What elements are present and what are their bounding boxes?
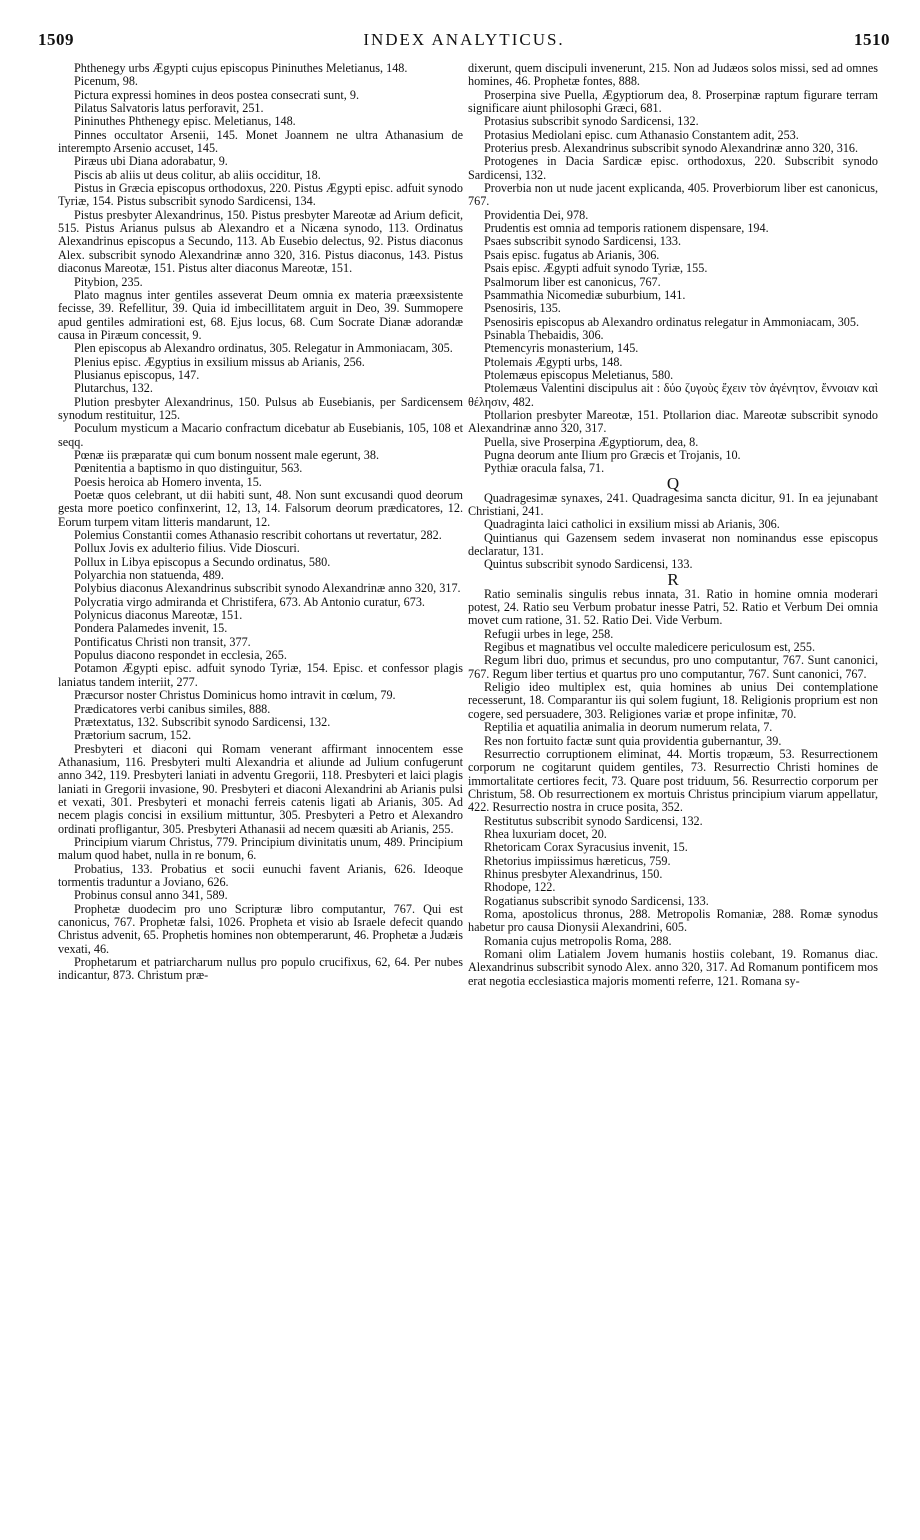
index-entry: Pœnitentia a baptismo in quo distinguitur, 563.	[74, 461, 303, 476]
index-entry: Piscis ab aliis ut deus colitur, ab aliis occiditur, 18.	[74, 167, 321, 182]
index-entry: Protasius subscribit synodo Sardicensi, 132.	[484, 114, 699, 129]
index-entry: Providentia Dei, 978.	[484, 207, 589, 222]
index-entry: Rhea luxuriam docet, 20.	[484, 826, 607, 841]
index-entry: Rhodope, 122.	[484, 880, 556, 895]
index-entry: Quadragesimæ synaxes, 241. Quadragesima sancta dicitur, 91. In ea jejunabant Christiani, 241.	[468, 490, 878, 518]
index-entry: Polycratia virgo admiranda et Christifera, 673. Ab Antonio curatur, 673.	[74, 594, 425, 609]
page-number-right: 1510	[854, 30, 890, 49]
index-entry: Pistus presbyter Alexandrinus, 150. Pistus presbyter Mareotæ ad Arium deficit, 515. Pistus Arianus pulsus ab Alexandro et a Nicæna synodo, 113. Ordinatus Alexandrinus episcopus a Secundo, 113. Ab Eusebio delectus, 92. Pistus diaconus Alex. subscribit synodo Alexandrinæ anno 320, 316. Pistus diaconus, 143. Pistus diaconus Mareotæ, 151. Pistus alter diaconus Mareotæ, 151.	[58, 207, 463, 276]
index-entry: Plutarchus, 132.	[74, 381, 153, 396]
index-entry: Prudentis est omnia ad temporis rationem dispensare, 194.	[484, 221, 769, 236]
index-entry: Psammathia Nicomediæ suburbium, 141.	[484, 287, 686, 302]
index-entry: Plato magnus inter gentiles asseverat Deum omnia ex materia præexsistente fecisse, 39. Refellitur, 39. Quia id imbecillitatem arguit in Deo, 39. Summopere apud gentiles admirationi est, 68. Ejus locus, 68. Cum Socrate Dianæ adorandæ causa in Piræum concessit, 9.	[58, 287, 463, 342]
index-entry: Plusianus episcopus, 147.	[74, 367, 200, 382]
index-entry: Pœnæ iis præparatæ qui cum bonum nossent male egerunt, 38.	[74, 447, 379, 462]
index-entry: Psinabla Thebaidis, 306.	[484, 327, 604, 342]
index-entry: Ptolemæus Valentini discipulus ait : δύο ζυγοὺς ἔχειν τὸν ἀγένητον, ἔννοιαν καὶ θέλησιν, 482.	[468, 381, 878, 409]
index-entry: Poetæ quos celebrant, ut dii habiti sunt, 48. Non sunt excusandi quod deorum gesta more poetico confinxerint, 12, 13, 14. Falsorum deorum prædicatores, 12. Eorum turpem vitam litteris mandarunt, 12.	[58, 488, 463, 529]
index-entry: Rhetorius impiissimus hæreticus, 759.	[484, 853, 671, 868]
index-entry: Quintus subscribit synodo Sardicensi, 133.	[484, 557, 693, 572]
index-entry: Religio ideo multiplex est, quia homines ab unius Dei contemplatione recesserunt, 18. Comparantur iis qui solem fugiunt, 18. Religionis proprium est non cogere, sed persuadere, 303. Religiones variæ et prope infinitæ, 70.	[468, 680, 878, 721]
index-entry: Pictura expressi homines in deos postea consecrati sunt, 9.	[74, 87, 359, 102]
index-entry: Psais episc. fugatus ab Arianis, 306.	[484, 247, 660, 262]
index-entry: Ptemencyris monasterium, 145.	[484, 341, 639, 356]
index-entry: Prophetarum et patriarcharum nullus pro populo crucifixus, 62, 64. Per nubes indicantur, 873. Christum præ-	[58, 955, 463, 983]
index-entry: Ptollarion presbyter Mareotæ, 151. Ptollarion diac. Mareotæ subscribit synodo Alexandrinæ anno 320, 317.	[468, 407, 878, 436]
index-entry: Poesis heroica ab Homero inventa, 15.	[74, 474, 262, 489]
index-entry: Pitybion, 235.	[74, 274, 143, 289]
index-entry: Res non fortuito factæ sunt quia providentia gubernantur, 39.	[484, 733, 782, 748]
index-entry: Protogenes in Dacia Sardicæ episc. orthodoxus, 220. Subscribit synodo Sardicensi, 132.	[468, 154, 878, 182]
index-entry: Pugna deorum ante Ilium pro Græcis et Trojanis, 10.	[484, 447, 741, 462]
index-entry: Presbyteri et diaconi qui Romam venerant affirmant innocentem esse Athanasium, 116. Presbyteri multi Alexandria et aliunde ad Julium confugerunt anno 342, 119. Presbyteri laniati in adventu Gregorii, 118. Presbyteri et laici plagis laniati in Gregorii invasione, 90. Presbyteri et diaconi Alexandrini ab Arianis pulsi et vexati, 301. Presbyteri et monachi ferreis catenis ligati ab Arianis, 305. Ad necem plagis concisi in exsilium mittuntur, 305. Presbyteri a Petro et Alexandro ordinati profligantur, 305. Presbyteri Athanasii ad necem quæsiti ab Arianis, 255.	[58, 741, 463, 836]
index-entry: Rogatianus subscribit synodo Sardicensi, 133.	[484, 893, 709, 908]
index-entry: Picenum, 98.	[74, 74, 138, 89]
index-entry: Probinus consul anno 341, 589.	[74, 888, 228, 903]
index-entry: Romania cujus metropolis Roma, 288.	[484, 933, 672, 948]
section-letter-heading: R	[667, 569, 679, 589]
index-entry: Regum libri duo, primus et secundus, pro uno computantur, 767. Sunt canonici, 767. Regum liber tertius et quartus pro uno computantur, 767. Sunt canonici, 767.	[468, 653, 878, 681]
index-entry: Resurrectio corruptionem eliminat, 44. Mortis tropæum, 53. Resurrectionem corporum ne cogitarunt quidem gentiles, 73. Resurrectio Christi homines de immortalitate certiores fecit, 73. Quare post triduum, 56. Resurrectio corporum per Christum, 58. Ob resurrectionem ex mortuis Christus principium viarum appellatur, 422. Resurrectio nostra in cruce posita, 352.	[468, 746, 878, 815]
index-entry: Ptolemais Ægypti urbs, 148.	[484, 354, 623, 369]
index-entry: Rhetoricam Corax Syracusius invenit, 15.	[484, 840, 688, 855]
index-entry: Proserpina sive Puella, Ægyptiorum dea, 8. Proserpinæ raptum figurare terram significare aiunt philosophi Græci, 681.	[468, 87, 878, 116]
index-entry: Regibus et magnatibus vel occulte maledicere periculosum est, 255.	[484, 640, 815, 655]
index-entry: Plenius episc. Ægyptius in exsilium missus ab Arianis, 256.	[74, 354, 365, 369]
right-column	[468, 62, 878, 988]
index-entry: Prætorium sacrum, 152.	[74, 728, 192, 743]
index-entry: Restitutus subscribit synodo Sardicensi, 132.	[484, 813, 703, 828]
index-entry: Pistus in Græcia episcopus orthodoxus, 220. Pistus Ægypti episc. adfuit synodo Tyriæ, 154. Pistus subscribit synodo Sardicensi, 134.	[58, 181, 463, 209]
index-entry: Reptilia et aquatilia animalia in deorum numerum relata, 7.	[484, 720, 773, 735]
index-entry: Poculum mysticum a Macario confractum dicebatur ab Eusebianis, 105, 108 et seqq.	[58, 421, 463, 449]
index-entry-continuation: dixerunt, quem discipuli invenerunt, 215. Non ad Judæos solos missi, sed ad omnes homines, 46. Prophetæ fontes, 888.	[468, 61, 878, 89]
index-entry: Pinnes occultator Arsenii, 145. Monet Joannem ne ultra Athanasium de interempto Arsenio accuset, 145.	[58, 127, 463, 156]
index-entry: Ratio seminalis singulis rebus innata, 31. Ratio in homine omnia moderari potest, 24. Ratio seu Verbum probatur inesse Patri, 52. Ratio et Verbum Dei omnia movet cum ratione, 31. 52. Ratio Dei. Vide Verbum.	[468, 586, 878, 628]
index-entry: Prophetæ duodecim pro uno Scripturæ libro computantur, 767. Qui est canonicus, 767. Prophetæ falsi, 1026. Propheta et visio ab Israele defecit quando Christus advenit, 65. Prophetis homines non obtemperarunt, 46. Prophetæ a Judæis vexati, 46.	[58, 901, 463, 956]
index-entry: Protasius Mediolani episc. cum Athanasio Constantem adit, 253.	[484, 127, 799, 142]
index-entry: Pininuthes Phthenegy episc. Meletianus, 148.	[74, 114, 296, 129]
page-header	[38, 30, 890, 58]
index-entry: Polynicus diaconus Mareotæ, 151.	[74, 608, 243, 623]
index-entry: Principium viarum Christus, 779. Principium divinitatis unum, 489. Principium malum quod habet, nulla in re bonum, 6.	[58, 834, 463, 863]
index-entry: Psalmorum liber est canonicus, 767.	[484, 274, 661, 289]
index-entry: Rhinus presbyter Alexandrinus, 150.	[484, 866, 663, 881]
index-entry: Psais episc. Ægypti adfuit synodo Tyriæ, 155.	[484, 261, 708, 276]
index-entry: Prædicatores verbi canibus similes, 888.	[74, 701, 271, 716]
index-entry: Polyarchia non statuenda, 489.	[74, 568, 224, 583]
index-entry: Romani olim Latialem Jovem humanis hostiis colebant, 19. Romanus diac. Alexandrinus subscribit synodo Alex. anno 320, 317. Ad Romanum pontificem mos erat negotia ecclesiastica majoris momenti referre, 121. Romana sy-	[468, 947, 878, 988]
index-entry: Plen episcopus ab Alexandro ordinatus, 305. Relegatur in Ammoniacam, 305.	[74, 341, 453, 356]
index-entry: Polybius diaconus Alexandrinus subscribit synodo Alexandrinæ anno 320, 317.	[74, 581, 461, 596]
index-entry: Prætextatus, 132. Subscribit synodo Sardicensi, 132.	[74, 714, 331, 729]
index-entry: Populus diacono respondet in ecclesia, 265.	[74, 648, 287, 663]
index-entry: Quadraginta laici catholici in exsilium missi ab Arianis, 306.	[484, 517, 780, 532]
index-entry: Ptolemæus episcopus Meletianus, 580.	[484, 367, 674, 382]
index-entry: Plution presbyter Alexandrinus, 150. Pulsus ab Eusebianis, per Sardicensem synodum restituitur, 125.	[58, 394, 463, 422]
index-entry: Pondera Palamedes invenit, 15.	[74, 621, 228, 636]
index-entry: Phthenegy urbs Ægypti cujus episcopus Pininuthes Meletianus, 148.	[74, 61, 408, 75]
index-entry: Psenosiris, 135.	[484, 301, 561, 316]
index-entry: Proterius presb. Alexandrinus subscribit synodo Alexandrinæ anno 320, 316.	[484, 141, 859, 156]
index-entry: Roma, apostolicus thronus, 288. Metropolis Romaniæ, 288. Romæ synodus habetur pro causa Dionysii Alexandrini, 605.	[468, 906, 878, 935]
index-entry: Potamon Ægypti episc. adfuit synodo Tyriæ, 154. Episc. et confessor plagis laniatus tandem interiit, 277.	[58, 661, 463, 689]
index-entry: Pollux Jovis ex adulterio filius. Vide Dioscuri.	[74, 541, 300, 556]
left-column	[58, 62, 463, 983]
index-entry: Pollux in Libya episcopus a Secundo ordinatus, 580.	[74, 554, 331, 569]
page-number-left: 1509	[38, 30, 74, 49]
index-entry: Pontificatus Christi non transit, 377.	[74, 634, 251, 649]
index-entry: Proverbia non ut nude jacent explicanda, 405. Proverbiorum liber est canonicus, 767.	[468, 181, 878, 209]
index-entry: Psenosiris episcopus ab Alexandro ordinatus relegatur in Ammoniacam, 305.	[484, 314, 860, 329]
running-title: INDEX ANALYTICUS.	[363, 30, 565, 49]
index-entry: Præcursor noster Christus Dominicus homo intravit in cœlum, 79.	[74, 688, 396, 703]
index-entry: Pilatus Salvatoris latus perforavit, 251.	[74, 101, 264, 116]
index-entry: Piræus ubi Diana adorabatur, 9.	[74, 154, 228, 169]
index-entry: Psaes subscribit synodo Sardicensi, 133.	[484, 234, 682, 249]
index-entry: Probatius, 133. Probatius et socii eunuchi favent Arianis, 626. Ideoque tormentis traduntur a Joviano, 626.	[58, 861, 463, 889]
section-letter-heading: Q	[666, 473, 680, 493]
index-entry: Quintianus qui Gazensem sedem invaserat non nominandus esse episcopus declaratur, 131.	[468, 530, 878, 559]
index-entry: Polemius Constantii comes Athanasio rescribit cohortans ut revertatur, 282.	[74, 528, 442, 543]
index-entry: Pythiæ oracula falsa, 71.	[484, 461, 605, 476]
index-entry: Puella, sive Proserpina Ægyptiorum, dea, 8.	[484, 434, 699, 449]
index-entry: Refugii urbes in lege, 258.	[484, 626, 614, 641]
